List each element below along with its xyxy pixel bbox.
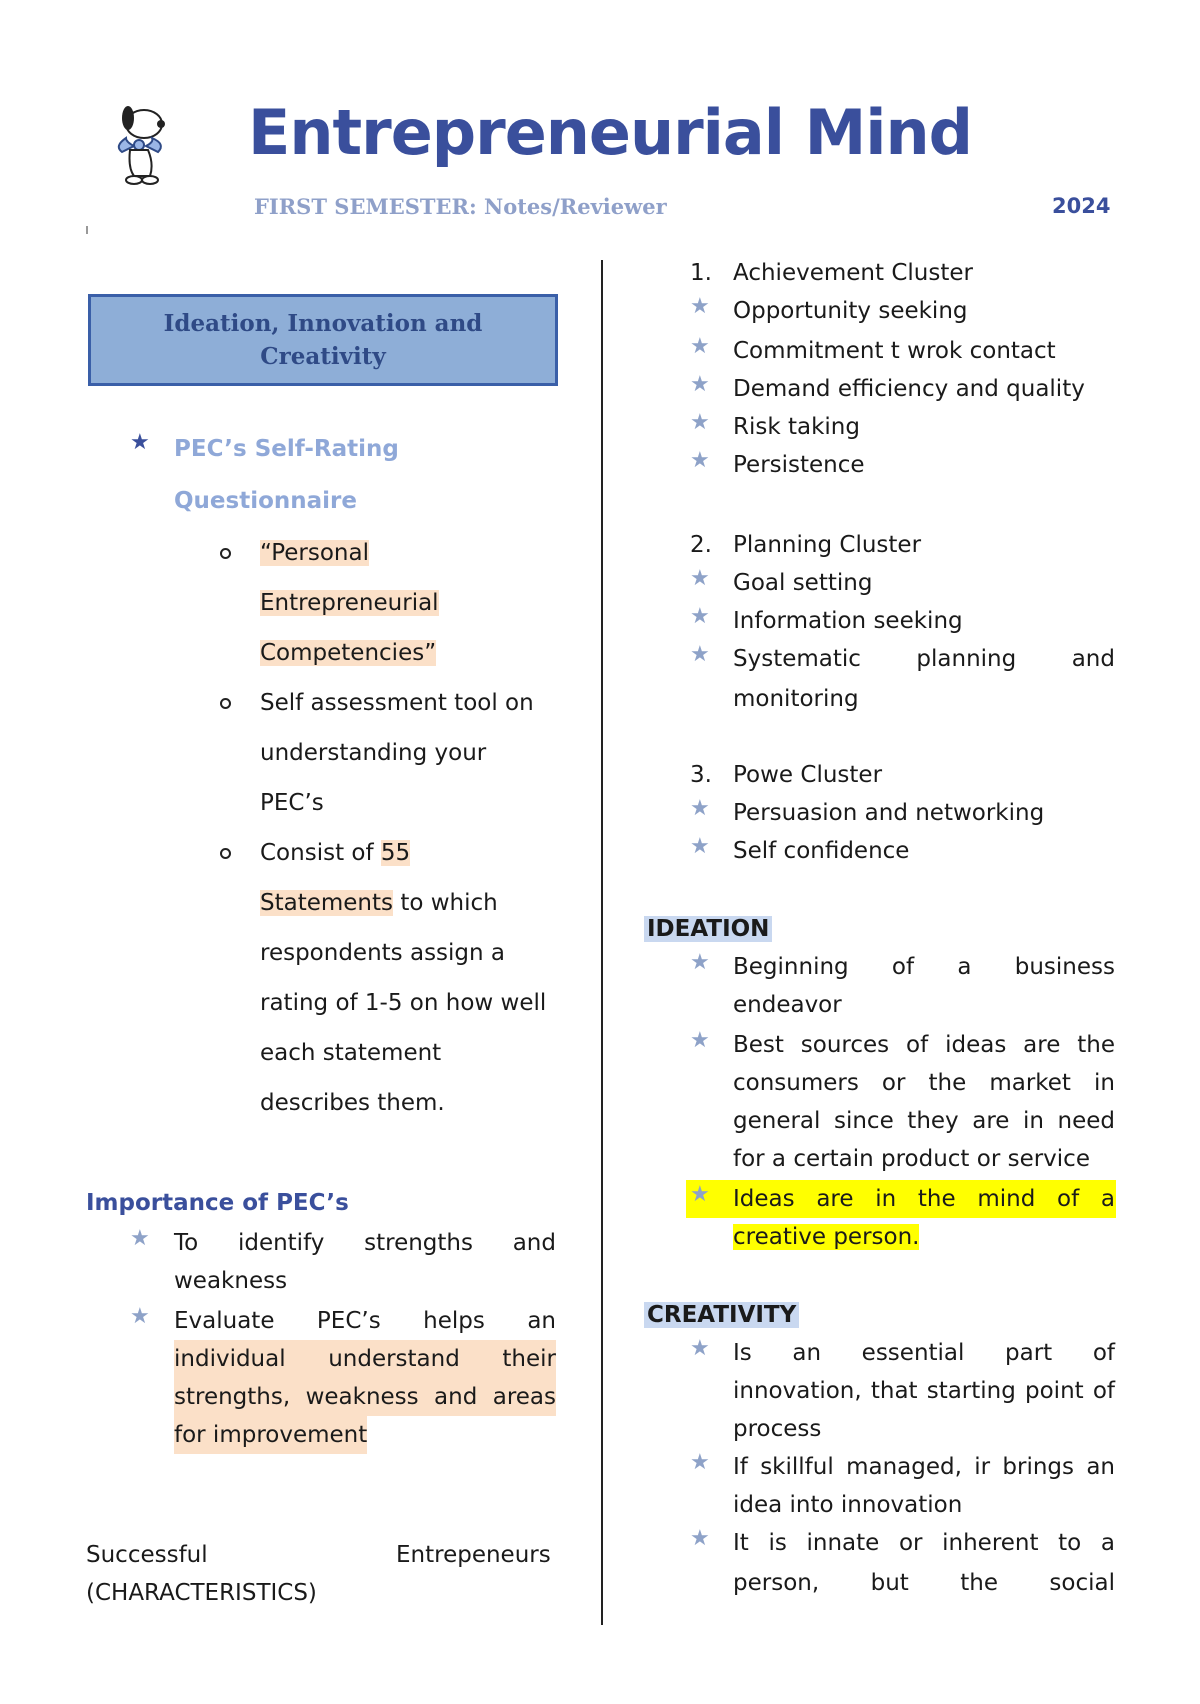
bullet-line: consumers or the market in (733, 1070, 1115, 1096)
star-icon: ★ (690, 1450, 710, 1475)
star-icon: ★ (690, 604, 710, 629)
star-icon: ★ (690, 1336, 710, 1361)
star-icon: ★ (690, 448, 710, 473)
entrepeneurs-word: Entrepeneurs (396, 1542, 551, 1568)
bullet-line: process (733, 1416, 822, 1442)
cluster-item: Goal setting (733, 570, 873, 596)
successful-word: Successful (86, 1542, 208, 1568)
bullet-line: person, but the social (733, 1570, 1115, 1596)
characteristics-label: (CHARACTERISTICS) (86, 1580, 317, 1606)
star-icon: ★ (130, 1226, 150, 1251)
star-icon: ★ (690, 950, 710, 975)
highlighted-line: strengths, weakness and areas (174, 1378, 556, 1416)
star-icon: ★ (130, 1304, 150, 1329)
star-icon: ★ (690, 1526, 710, 1551)
section-title: Ideation, Innovation and Creativity (163, 310, 483, 370)
bullet-line: It is innate or inherent to a (733, 1530, 1115, 1556)
bullet-line: Evaluate PEC’s helps an (174, 1308, 556, 1334)
bullet-line: endeavor (733, 992, 842, 1018)
small-mark (86, 226, 88, 234)
sub-line: describes them. (260, 1090, 445, 1116)
cluster-number: 3. (690, 762, 712, 788)
pec-heading-line-1: PEC’s Self-Rating (174, 436, 399, 462)
cluster-item: Information seeking (733, 608, 963, 634)
sub-line: each statement (260, 1040, 442, 1066)
star-icon: ★ (690, 410, 710, 435)
sub-line: Competencies” (260, 640, 437, 666)
cluster-item: Opportunity seeking (733, 298, 968, 324)
sub-line: Statements to which (260, 890, 498, 916)
star-icon: ★ (130, 430, 150, 455)
bullet-line: idea into innovation (733, 1492, 963, 1518)
creativity-heading: CREATIVITY (644, 1296, 799, 1334)
sub-line: “Personal (260, 540, 369, 566)
section-title-box (88, 294, 558, 386)
sub-line: understanding your (260, 740, 487, 766)
highlighted-line: creative person. (733, 1224, 920, 1250)
bullet-line: innovation, that starting point of (733, 1378, 1115, 1404)
bullet-line: Is an essential part of (733, 1340, 1115, 1366)
star-icon: ★ (690, 796, 710, 821)
cluster-item: Persuasion and networking (733, 800, 1045, 826)
sub-line: Self assessment tool on (260, 690, 534, 716)
hollow-circle-bullet-icon (220, 698, 231, 709)
ideation-heading: IDEATION (644, 910, 772, 948)
cluster-item: Self confidence (733, 838, 910, 864)
hollow-circle-bullet-icon (220, 548, 231, 559)
snoopy-mascot (104, 102, 176, 188)
star-icon: ★ (690, 294, 710, 319)
highlighted-line: for improvement (174, 1416, 367, 1454)
importance-heading: Importance of PEC’s (86, 1190, 349, 1216)
star-icon: ★ (690, 1028, 710, 1053)
sub-line: Entrepreneurial (260, 590, 439, 616)
hollow-circle-bullet-icon (220, 848, 231, 859)
document-year: 2024 (1052, 194, 1111, 218)
bullet-line: Beginning of a business (733, 954, 1115, 980)
cluster-item: Systematic planning and (733, 646, 1115, 672)
star-icon: ★ (690, 334, 710, 359)
document-title: Entrepreneurial Mind (248, 96, 973, 169)
sub-line: respondents assign a (260, 940, 506, 966)
star-icon: ★ (690, 1182, 710, 1207)
highlighted-line: individual understand their (174, 1340, 556, 1378)
cluster-item: Persistence (733, 452, 865, 478)
cluster-item: Risk taking (733, 414, 860, 440)
column-divider (601, 260, 603, 1625)
sub-line: Consist of 55 (260, 840, 411, 866)
star-icon: ★ (690, 642, 710, 667)
bullet-line: for a certain product or service (733, 1146, 1090, 1172)
cluster-item: monitoring (733, 686, 859, 712)
cluster-title: Powe Cluster (733, 762, 883, 788)
cluster-title: Planning Cluster (733, 532, 922, 558)
cluster-item: Demand efficiency and quality (733, 376, 1085, 402)
sub-line: PEC’s (260, 790, 324, 816)
cluster-number: 2. (690, 532, 712, 558)
star-icon: ★ (690, 566, 710, 591)
cluster-title: Achievement Cluster (733, 260, 973, 286)
cluster-number: 1. (690, 260, 712, 286)
sub-line: rating of 1-5 on how well (260, 990, 547, 1016)
highlighted-line: Ideas are in the mind of a (733, 1186, 1115, 1212)
bullet-line: weakness (174, 1268, 288, 1294)
bullet-line: To identify strengths and (174, 1230, 556, 1256)
cluster-item: Commitment t wrok contact (733, 338, 1056, 364)
bullet-line: If skillful managed, ir brings an (733, 1454, 1115, 1480)
bullet-line: general since they are in need (733, 1108, 1115, 1134)
star-icon: ★ (690, 372, 710, 397)
pec-heading-line-2: Questionnaire (174, 488, 357, 514)
document-subtitle: FIRST SEMESTER: Notes/Reviewer (254, 194, 667, 219)
star-icon: ★ (690, 834, 710, 859)
bullet-line: Best sources of ideas are the (733, 1032, 1115, 1058)
